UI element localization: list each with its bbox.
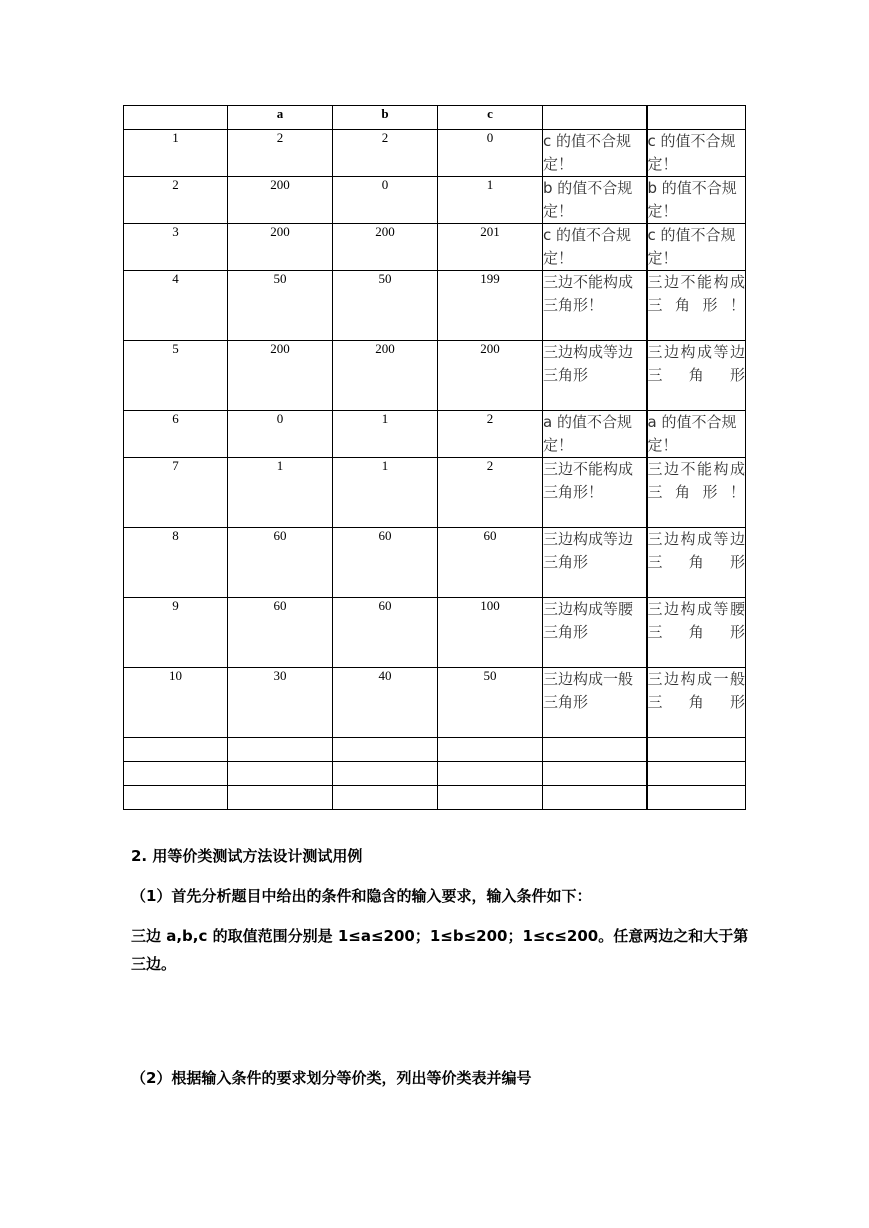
expected-result: 三边构成等腰三角形 — [543, 598, 647, 668]
value-a: 60 — [228, 528, 333, 598]
value-a: 60 — [228, 598, 333, 668]
value-c: 2 — [438, 458, 543, 528]
value-c: 2 — [438, 411, 543, 458]
empty-cell — [647, 762, 746, 786]
actual-result: 三边构成等腰三角形 — [647, 598, 746, 668]
empty-row — [124, 762, 746, 786]
actual-result: c 的值不合规定！ — [647, 224, 746, 271]
header-cell-actual — [647, 106, 746, 130]
value-a: 0 — [228, 411, 333, 458]
empty-cell — [543, 786, 647, 810]
value-c: 50 — [438, 668, 543, 738]
actual-result: 三边构成等边三角形 — [647, 341, 746, 411]
value-c: 1 — [438, 177, 543, 224]
expected-result: c 的值不合规定！ — [543, 130, 647, 177]
case-id: 5 — [124, 341, 228, 411]
table-row — [124, 177, 746, 224]
input-conditions-text: 三边 a,b,c 的取值范围分别是 1≤a≤200；1≤b≤200；1≤c≤200。任意两边之和大于第三边。 — [131, 927, 749, 973]
table-header-row — [124, 106, 746, 130]
value-a: 2 — [228, 130, 333, 177]
case-id: 10 — [124, 668, 228, 738]
empty-cell — [543, 762, 647, 786]
expected-result: c 的值不合规定！ — [543, 224, 647, 271]
case-id: 8 — [124, 528, 228, 598]
actual-result: 三边构成一般三角形 — [647, 668, 746, 738]
empty-cell — [124, 762, 228, 786]
empty-row — [124, 738, 746, 762]
expected-result: a 的值不合规定！ — [543, 411, 647, 458]
step-2-text: （2）根据输入条件的要求划分等价类，列出等价类表并编号 — [131, 1069, 532, 1087]
empty-cell — [543, 738, 647, 762]
header-cell-b: b — [333, 106, 438, 130]
case-id: 1 — [124, 130, 228, 177]
header-cell-expected — [543, 106, 647, 130]
expected-result: 三边构成等边三角形 — [543, 341, 647, 411]
value-a: 200 — [228, 224, 333, 271]
value-c: 60 — [438, 528, 543, 598]
empty-cell — [647, 786, 746, 810]
actual-result: 三边不能构成三角形！ — [647, 458, 746, 528]
table-row — [124, 668, 746, 738]
table-row — [124, 528, 746, 598]
value-c: 201 — [438, 224, 543, 271]
header-cell-id — [124, 106, 228, 130]
expected-result: 三边构成等边三角形 — [543, 528, 647, 598]
value-b: 60 — [333, 528, 438, 598]
value-b: 60 — [333, 598, 438, 668]
empty-cell — [438, 738, 543, 762]
empty-row — [124, 786, 746, 810]
expected-result: 三边不能构成三角形！ — [543, 271, 647, 341]
header-cell-a: a — [228, 106, 333, 130]
table-row — [124, 224, 746, 271]
table-row — [124, 271, 746, 341]
empty-cell — [228, 738, 333, 762]
header-cell-c: c — [438, 106, 543, 130]
empty-cell — [124, 738, 228, 762]
empty-cell — [438, 786, 543, 810]
value-b: 1 — [333, 458, 438, 528]
value-b: 200 — [333, 224, 438, 271]
value-c: 100 — [438, 598, 543, 668]
case-id: 2 — [124, 177, 228, 224]
expected-result: 三边不能构成三角形！ — [543, 458, 647, 528]
empty-cell — [124, 786, 228, 810]
table-row — [124, 458, 746, 528]
actual-result: 三边构成等边三角形 — [647, 528, 746, 598]
value-c: 0 — [438, 130, 543, 177]
section-heading: 2. 用等价类测试方法设计测试用例 — [131, 847, 363, 865]
value-b: 2 — [333, 130, 438, 177]
expected-result: b 的值不合规定！ — [543, 177, 647, 224]
actual-result: b 的值不合规定！ — [647, 177, 746, 224]
table-row — [124, 411, 746, 458]
value-a: 1 — [228, 458, 333, 528]
value-a: 30 — [228, 668, 333, 738]
value-b: 200 — [333, 341, 438, 411]
empty-cell — [438, 762, 543, 786]
empty-cell — [333, 786, 438, 810]
value-a: 200 — [228, 177, 333, 224]
actual-result: 三边不能构成三角形！ — [647, 271, 746, 341]
empty-cell — [333, 738, 438, 762]
value-c: 200 — [438, 341, 543, 411]
case-id: 4 — [124, 271, 228, 341]
value-a: 50 — [228, 271, 333, 341]
table-row — [124, 598, 746, 668]
table-row — [124, 130, 746, 177]
case-id: 6 — [124, 411, 228, 458]
value-b: 40 — [333, 668, 438, 738]
table-row — [124, 341, 746, 411]
value-c: 199 — [438, 271, 543, 341]
case-id: 7 — [124, 458, 228, 528]
value-b: 1 — [333, 411, 438, 458]
value-b: 50 — [333, 271, 438, 341]
value-b: 0 — [333, 177, 438, 224]
empty-cell — [228, 762, 333, 786]
case-id: 9 — [124, 598, 228, 668]
step-1-text: （1）首先分析题目中给出的条件和隐含的输入要求，输入条件如下： — [131, 887, 592, 905]
empty-cell — [333, 762, 438, 786]
empty-cell — [647, 738, 746, 762]
actual-result: a 的值不合规定！ — [647, 411, 746, 458]
test-case-table — [123, 105, 746, 810]
actual-result: c 的值不合规定！ — [647, 130, 746, 177]
value-a: 200 — [228, 341, 333, 411]
expected-result: 三边构成一般三角形 — [543, 668, 647, 738]
case-id: 3 — [124, 224, 228, 271]
empty-cell — [228, 786, 333, 810]
